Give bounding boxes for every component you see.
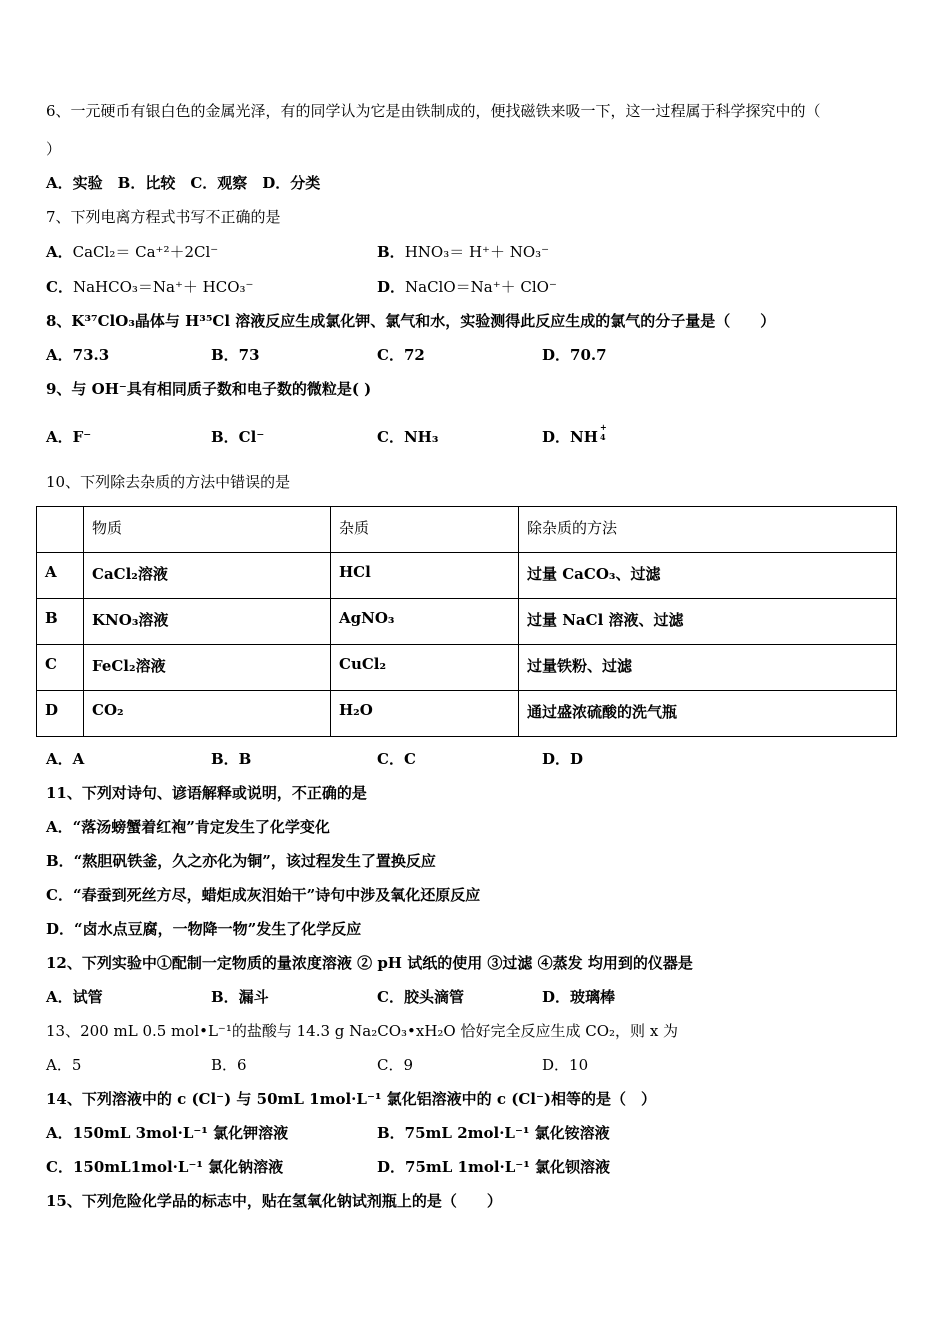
q12-stem: 12、下列实验中①配制一定物质的量浓度溶液 ② pH 试纸的使用 ③过滤 ④蒸发 均用到的仪器是 bbox=[46, 954, 693, 972]
impurity-table bbox=[36, 506, 897, 737]
q7-stem: 7、下列电离方程式书写不正确的是 bbox=[46, 208, 281, 226]
q9-d-text: D．NH bbox=[542, 428, 598, 446]
table-cell: D bbox=[37, 691, 84, 737]
q14-option-c: C．150mL1mol·L⁻¹ 氯化钠溶液 bbox=[46, 1158, 284, 1176]
table-cell: A bbox=[37, 553, 84, 599]
table-cell: AgNO₃ bbox=[331, 599, 519, 645]
table-cell: 过量铁粉、过滤 bbox=[519, 645, 897, 691]
table-header-cell: 除杂质的方法 bbox=[519, 507, 897, 553]
q8-option-a: A．73.3 bbox=[46, 346, 110, 364]
q11-option-c: C．“春蚕到死丝方尽，蜡炬成灰泪始干”诗句中涉及氧化还原反应 bbox=[46, 886, 481, 904]
q8-option-d: D．70.7 bbox=[542, 346, 607, 364]
q6-options: A．实验 B．比较 C．观察 D．分类 bbox=[46, 174, 321, 192]
q14-option-a: A．150mL 3mol·L⁻¹ 氯化钾溶液 bbox=[46, 1124, 289, 1142]
q9-stem: 9、与 OH⁻具有相同质子数和电子数的微粒是( ) bbox=[46, 380, 372, 398]
q11-stem: 11、下列对诗句、谚语解释或说明，不正确的是 bbox=[46, 784, 367, 802]
table-cell: H₂O bbox=[331, 691, 519, 737]
table-cell: CaCl₂溶液 bbox=[84, 553, 331, 599]
q12-option-b: B．漏斗 bbox=[211, 988, 269, 1006]
q13-option-d: D．10 bbox=[542, 1056, 589, 1074]
q13-stem: 13、200 mL 0.5 mol•L⁻¹的盐酸与 14.3 g Na₂CO₃•xH₂O 恰好完全反应生成 CO₂，则 x 为 bbox=[46, 1022, 679, 1040]
q7-b-text: HNO₃＝ H⁺＋ NO₃⁻ bbox=[404, 243, 550, 261]
table-header-cell: 杂质 bbox=[331, 507, 519, 553]
q7-a-text: CaCl₂＝ Ca⁺²＋2Cl⁻ bbox=[72, 243, 219, 261]
table-row bbox=[37, 691, 897, 737]
q15-stem: 15、下列危险化学品的标志中，贴在氢氧化钠试剂瓶上的是（ ） bbox=[46, 1192, 502, 1210]
table-cell: 过量 CaCO₃、过滤 bbox=[519, 553, 897, 599]
table-row bbox=[37, 553, 897, 599]
q13-option-c: C．9 bbox=[377, 1056, 414, 1074]
q7-b-label: B． bbox=[377, 243, 405, 261]
q6-stem-end: ） bbox=[46, 140, 62, 158]
q10-option-a: A．A bbox=[46, 750, 85, 768]
q11-option-b: B．“熬胆矾铁釜，久之亦化为铜”，该过程发生了置换反应 bbox=[46, 852, 436, 870]
q10-option-b: B．B bbox=[211, 750, 252, 768]
table-cell: CuCl₂ bbox=[331, 645, 519, 691]
table-cell: KNO₃溶液 bbox=[84, 599, 331, 645]
q7-d-label: D． bbox=[377, 278, 406, 296]
table-header-row bbox=[37, 507, 897, 553]
q10-option-c: C．C bbox=[377, 750, 416, 768]
q7-option-c bbox=[46, 277, 253, 297]
q7-option-b bbox=[377, 242, 549, 262]
table-cell: B bbox=[37, 599, 84, 645]
q6-stem: 6、一元硬币有银白色的金属光泽，有的同学认为它是由铁制成的，便找磁铁来吸一下，这一过程属于科学探究中的（ bbox=[46, 102, 821, 120]
q10-option-d: D．D bbox=[542, 750, 584, 768]
table-row bbox=[37, 645, 897, 691]
q7-a-label: A． bbox=[46, 243, 73, 261]
table-row bbox=[37, 599, 897, 645]
q8-stem: 8、K³⁷ClO₃晶体与 H³⁵Cl 溶液反应生成氯化钾、氯气和水，实验测得此反应生成的氯气的分子量是（ ） bbox=[46, 312, 776, 330]
q11-option-d: D．“卤水点豆腐，一物降一物”发生了化学反应 bbox=[46, 920, 362, 938]
q14-option-b: B．75mL 2mol·L⁻¹ 氯化铵溶液 bbox=[377, 1124, 610, 1142]
q9-option-c: C．NH₃ bbox=[377, 428, 439, 446]
table-header-cell: 物质 bbox=[84, 507, 331, 553]
q7-option-a bbox=[46, 242, 218, 262]
q8-option-b: B．73 bbox=[211, 346, 260, 364]
q13-option-a: A．5 bbox=[46, 1056, 82, 1074]
q12-option-a: A．试管 bbox=[46, 988, 103, 1006]
q7-c-label: C． bbox=[46, 278, 73, 296]
table-cell: FeCl₂溶液 bbox=[84, 645, 331, 691]
table-cell: CO₂ bbox=[84, 691, 331, 737]
table-cell: HCl bbox=[331, 553, 519, 599]
q11-option-a: A．“落汤螃蟹着红袍”肯定发生了化学变化 bbox=[46, 818, 330, 836]
q9-option-a: A．F⁻ bbox=[46, 428, 92, 446]
table-cell: 过量 NaCl 溶液、过滤 bbox=[519, 599, 897, 645]
table-cell: 通过盛浓硫酸的洗气瓶 bbox=[519, 691, 897, 737]
q9-option-b: B．Cl⁻ bbox=[211, 428, 265, 446]
table-header-cell bbox=[37, 507, 84, 553]
q13-option-b: B．6 bbox=[211, 1056, 247, 1074]
q7-d-text: NaClO＝Na⁺＋ ClO⁻ bbox=[405, 278, 557, 296]
q7-c-text: NaHCO₃＝Na⁺＋ HCO₃⁻ bbox=[72, 278, 254, 296]
q10-stem: 10、下列除去杂质的方法中错误的是 bbox=[46, 473, 291, 491]
q12-option-d: D．玻璃棒 bbox=[542, 988, 616, 1006]
q14-stem: 14、下列溶液中的 c (Cl⁻) 与 50mL 1mol·L⁻¹ 氯化铝溶液中的 c (Cl⁻)相等的是（ ） bbox=[46, 1090, 656, 1108]
q9-d-charge: + bbox=[600, 422, 607, 432]
q12-option-c: C．胶头滴管 bbox=[377, 988, 464, 1006]
q9-option-d bbox=[542, 422, 607, 447]
q8-option-c: C．72 bbox=[377, 346, 425, 364]
q14-option-d: D．75mL 1mol·L⁻¹ 氯化钡溶液 bbox=[377, 1158, 611, 1176]
q7-option-d bbox=[377, 277, 557, 297]
q9-d-subscript: 4 bbox=[600, 432, 606, 442]
table-cell: C bbox=[37, 645, 84, 691]
